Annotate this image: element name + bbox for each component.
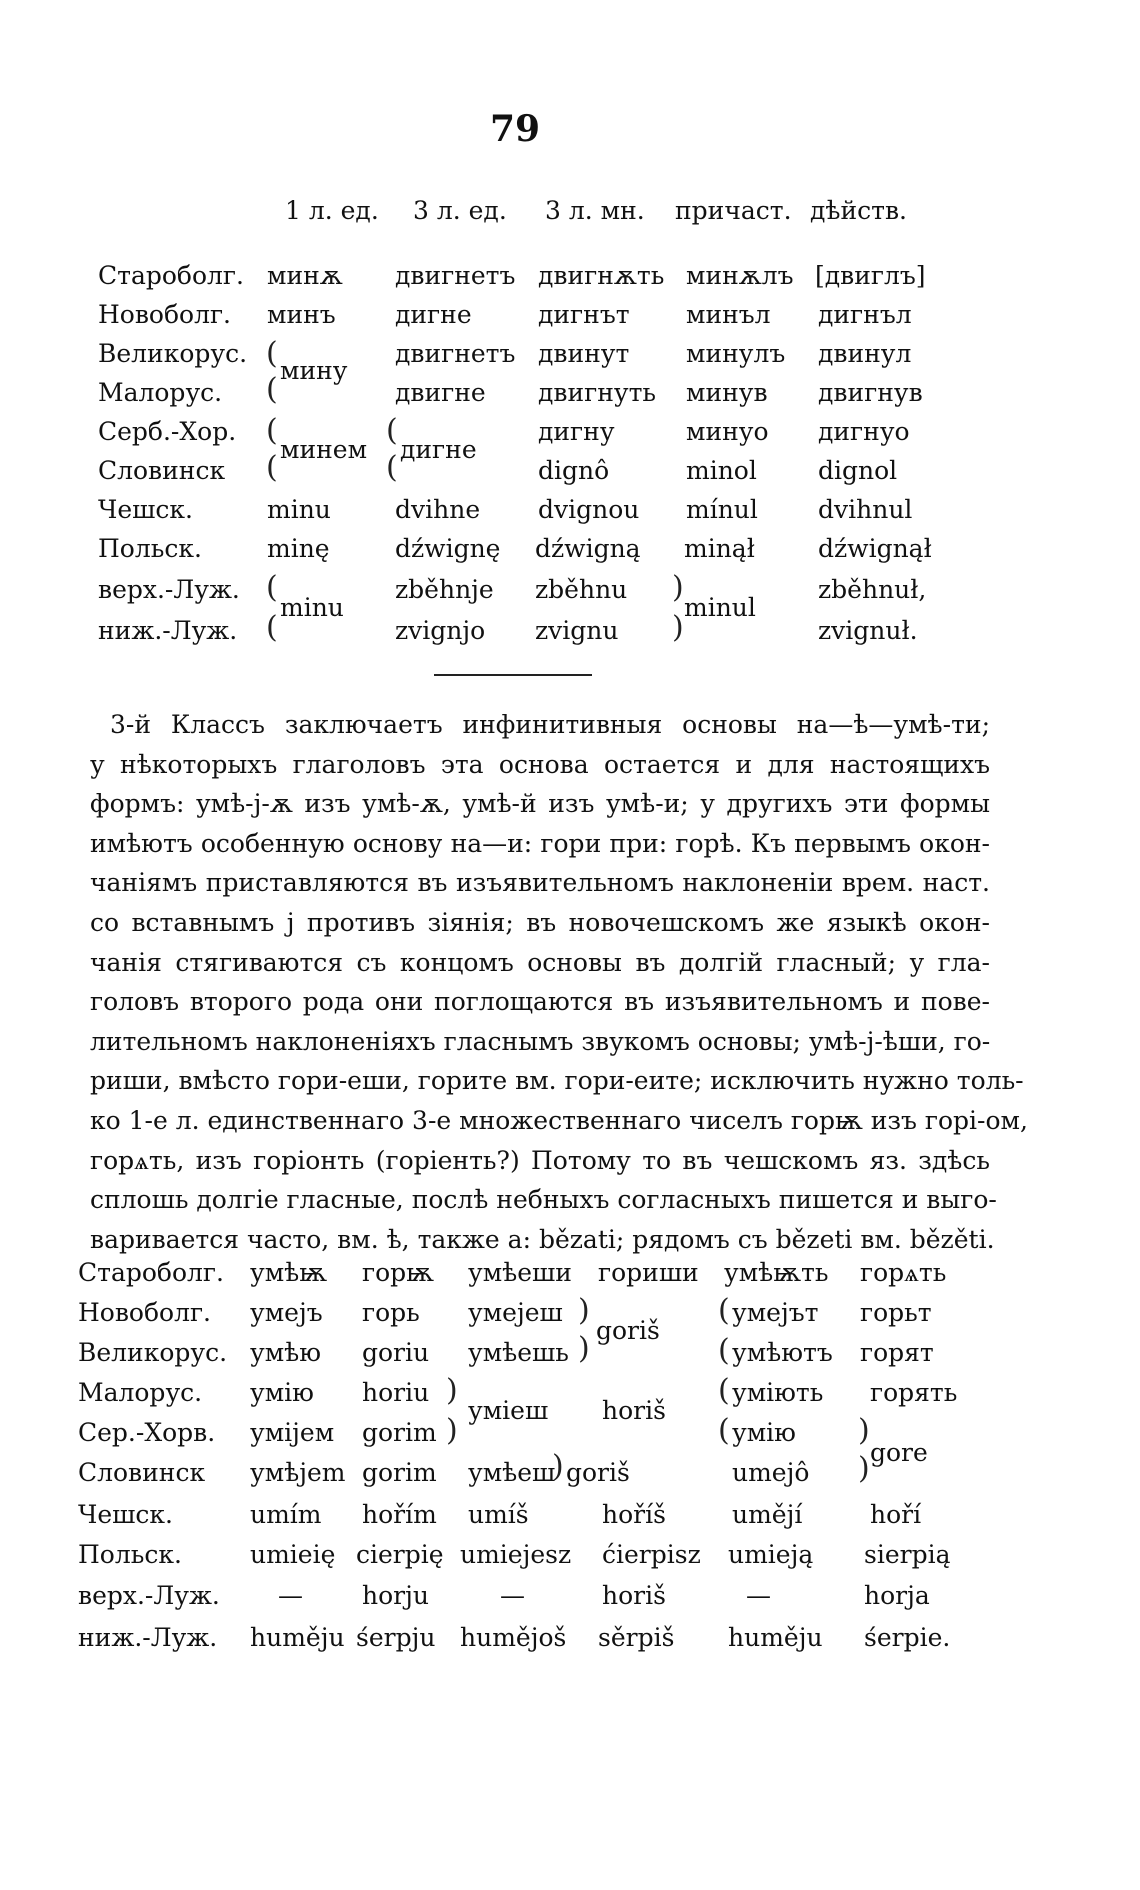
brace: ( [266, 450, 278, 485]
t2-cell: umieją [728, 1540, 814, 1569]
t1-cell: minul [684, 593, 756, 622]
t2-cell: горять [870, 1378, 958, 1407]
t2-cell: horiš [602, 1581, 666, 1610]
brace: ( [266, 372, 278, 407]
t1-lang: Новоболг. [98, 300, 232, 329]
t1-cell: минъ [267, 300, 336, 329]
t1-cell: dvihne [395, 495, 481, 524]
header-3sg: 3 л. ед. [413, 196, 507, 225]
t1-lang: Польск. [98, 534, 202, 563]
t2-lang: верх.-Луж. [78, 1581, 220, 1610]
t2-cell: ćierpisz [602, 1540, 701, 1569]
t2-cell: gorim [362, 1418, 437, 1447]
t2-cell: умieш [468, 1396, 549, 1425]
t2-cell: umíš [468, 1500, 529, 1529]
t1-cell: двигнув [818, 378, 923, 407]
t2-lang: Великорус. [78, 1338, 228, 1367]
page-number: 79 [489, 108, 541, 150]
brace: ) [858, 1413, 870, 1448]
t1-cell: minął [684, 534, 755, 563]
t1-cell: дигнът [538, 300, 630, 329]
paragraph-line: чаніямъ приставляются въ изъявительномъ наклоненіи врем. наст. [90, 868, 990, 898]
t1-cell: минуо [686, 417, 769, 446]
paragraph-line: ко 1-е л. единственнаго 3-е множественнаго чиселъ горѭ изъ горі-ом, [90, 1105, 1028, 1135]
paragraph-line: 3-й Классъ заключаетъ инфинитивныя основы на—ѣ—умѣ-ти; [110, 710, 990, 739]
brace: ( [266, 610, 278, 645]
t2-cell: hoříš [602, 1500, 666, 1529]
paragraph-line: у нѣкоторыхъ глаголовъ эта основа остается и для настоящихъ [90, 749, 990, 779]
t2-lang: Малорус. [78, 1378, 203, 1407]
t2-cell: goriu [362, 1338, 430, 1367]
t1-lang: Великорус. [98, 339, 248, 368]
section-divider [434, 674, 592, 676]
paragraph-line: сплошь долгіе гласные, послѣ небныхъ согласныхъ пишется и выго- [90, 1185, 997, 1215]
brace: ) [446, 1413, 458, 1448]
t1-cell: zvignjo [395, 616, 486, 645]
body-paragraph [90, 705, 1028, 1259]
brace: ( [266, 570, 278, 605]
header-3pl: 3 л. мн. [545, 196, 645, 225]
header-active: дѣйств. [810, 196, 907, 225]
t1-cell: minę [267, 534, 330, 563]
t2-lang: Словинск [78, 1458, 206, 1487]
t2-cell: умѣеш [468, 1458, 556, 1487]
t2-cell: умеjеш [468, 1298, 563, 1327]
t1-cell: двигнѫть [538, 261, 665, 290]
paragraph-line: формъ: умѣ-j-ѫ изъ умѣ-ѫ, умѣ-й изъ умѣ-и; у другихъ эти формы [90, 789, 990, 819]
t2-cell: горьт [860, 1298, 932, 1327]
t2-cell: hořím [362, 1500, 437, 1529]
t2-cell: horja [864, 1581, 930, 1610]
t1-cell: zběhnje [395, 575, 494, 604]
t2-cell: śerpju [356, 1623, 436, 1652]
t1-cell: minu [280, 593, 344, 622]
t1-cell: минулъ [686, 339, 786, 368]
t2-cell: cierpię [356, 1540, 444, 1569]
t2-lang: Новоболг. [78, 1298, 212, 1327]
paragraph-line: варивается часто, вм. ѣ, также а: bězati; рядомъ съ bězeti вм. bězěti. [90, 1224, 995, 1254]
t1-cell: dignol [818, 456, 898, 485]
t1-cell: [двиглъ] [815, 261, 926, 290]
t2-cell: умѣютъ [732, 1338, 833, 1367]
t2-cell: goriš [596, 1316, 660, 1345]
t2-lang: Чешск. [78, 1500, 173, 1529]
t2-cell: umím [250, 1500, 322, 1529]
t2-cell: горѭ [362, 1258, 434, 1287]
t1-cell: zběhnu [535, 575, 628, 604]
t2-cell: умѣѭ [250, 1258, 328, 1287]
t2-lang: ниж.-Луж. [78, 1623, 218, 1652]
t2-cell: — [500, 1581, 525, 1610]
brace: ) [578, 1331, 590, 1366]
brace: ) [446, 1373, 458, 1408]
brace: ( [718, 1373, 730, 1408]
t2-cell: умеjът [732, 1298, 819, 1327]
t2-cell: horju [362, 1581, 429, 1610]
t1-lang: Серб.-Хор. [98, 417, 237, 446]
t2-cell: umieię [250, 1540, 336, 1569]
t1-cell: zvignuł. [818, 616, 918, 645]
t2-lang: Староболг. [78, 1258, 224, 1287]
t2-lang: Польск. [78, 1540, 182, 1569]
t1-cell: dvignou [538, 495, 640, 524]
brace: ) [552, 1449, 564, 1484]
t2-cell: humějoš [460, 1623, 567, 1652]
paragraph-line: со вставнымъ j противъ зіянія; въ новочешскомъ же языкѣ окон- [90, 907, 990, 937]
t1-lang: Чешск. [98, 495, 193, 524]
t1-cell: мину [280, 356, 348, 385]
t1-cell: dvihnul [818, 495, 913, 524]
brace: ) [578, 1293, 590, 1328]
t1-cell: dźwignął [818, 534, 932, 563]
t1-cell: минем [280, 435, 368, 464]
brace: ) [672, 610, 684, 645]
brace: ( [386, 413, 398, 448]
t1-lang: Староболг. [98, 261, 244, 290]
t1-cell: дигне [395, 300, 472, 329]
t2-cell: умѣешь [468, 1338, 569, 1367]
t1-cell: минѫ [267, 261, 343, 290]
t1-cell: mínul [686, 495, 758, 524]
brace: ) [858, 1451, 870, 1486]
t2-cell: sierpią [864, 1540, 951, 1569]
t2-cell: huměju [250, 1623, 345, 1652]
t1-cell: dignô [538, 456, 610, 485]
paragraph-line: головъ второго рода они поглощаются въ изъявительномъ и пове- [90, 987, 990, 1017]
t2-cell: горь [362, 1298, 420, 1327]
t1-cell: dźwigną [535, 534, 641, 563]
t1-cell: zběhnuł, [818, 575, 927, 604]
paragraph-line: имѣютъ особенную основу на—и: гори при: горѣ. Къ первымъ окон- [90, 828, 990, 858]
brace: ( [718, 1333, 730, 1368]
brace: ( [266, 413, 278, 448]
t1-cell: двигнуть [538, 378, 657, 407]
t2-cell: умѣеши [468, 1258, 572, 1287]
t1-cell: двинут [538, 339, 630, 368]
t2-cell: gorim [362, 1458, 437, 1487]
t1-cell: минув [686, 378, 768, 407]
brace: ( [386, 450, 398, 485]
t1-cell: дигне [400, 435, 477, 464]
t1-lang: Словинск [98, 456, 226, 485]
t2-cell: umejô [732, 1458, 810, 1487]
t2-cell: horiš [602, 1396, 666, 1425]
brace: ( [718, 1293, 730, 1328]
t2-cell: — [746, 1581, 771, 1610]
t1-cell: двинул [818, 339, 912, 368]
t2-cell: goriš [566, 1458, 630, 1487]
t2-cell: умiю [732, 1418, 796, 1447]
t2-cell: умеjъ [250, 1298, 323, 1327]
t2-cell: гориши [598, 1258, 699, 1287]
t2-cell: śerpie. [864, 1623, 951, 1652]
paragraph-line: горѧть, изъ горіонть (горіенть?) Потому то въ чешскомъ яз. здѣсь [90, 1145, 990, 1175]
paragraph-line: риши, вмѣсто гори-еши, горите вм. гори-еите; исключить нужно толь- [90, 1066, 1024, 1096]
t2-lang: Сер.-Хорв. [78, 1418, 216, 1447]
t1-cell: minu [267, 495, 331, 524]
t1-lang: Малорус. [98, 378, 223, 407]
t2-cell: горѧть [860, 1258, 947, 1287]
t1-lang: верх.-Луж. [98, 575, 240, 604]
t2-cell: hoří [870, 1500, 922, 1529]
header-participle: причаст. [675, 196, 792, 225]
t1-cell: minol [686, 456, 757, 485]
t1-lang: ниж.-Луж. [98, 616, 238, 645]
t2-cell: horiu [362, 1378, 430, 1407]
t2-cell: умію [250, 1378, 314, 1407]
t2-cell: умѣю [250, 1338, 321, 1367]
header-1sg: 1 л. ед. [285, 196, 379, 225]
t1-cell: дигну [538, 417, 615, 446]
t2-cell: — [278, 1581, 303, 1610]
t1-cell: минъл [686, 300, 771, 329]
t1-cell: двигнетъ [395, 261, 516, 290]
t2-cell: умѣjem [250, 1458, 346, 1487]
t2-cell: umiejesz [460, 1540, 572, 1569]
t1-cell: dźwignę [395, 534, 501, 563]
brace: ( [266, 336, 278, 371]
t2-cell: умѣѭть [724, 1258, 829, 1287]
t2-cell: gore [870, 1438, 928, 1467]
brace: ( [718, 1413, 730, 1448]
t1-cell: дигнъл [818, 300, 912, 329]
t1-cell: zvignu [535, 616, 619, 645]
brace: ) [672, 570, 684, 605]
t1-cell: двигне [395, 378, 486, 407]
paragraph-line: лительномъ наклоненіяхъ гласнымъ звукомъ основы; умѣ-j-ѣши, го- [90, 1026, 991, 1056]
t2-cell: umějí [732, 1500, 803, 1529]
paragraph-line: чанія стягиваются съ концомъ основы въ долгій гласный; у гла- [90, 947, 990, 977]
t2-cell: huměju [728, 1623, 823, 1652]
t2-cell: sěrpiš [598, 1623, 675, 1652]
t2-cell: горят [860, 1338, 934, 1367]
t2-cell: уміють [732, 1378, 824, 1407]
t1-cell: минѫлъ [686, 261, 794, 290]
t2-cell: умiјем [250, 1418, 335, 1447]
t1-cell: двигнетъ [395, 339, 516, 368]
t1-cell: дигнуо [818, 417, 910, 446]
